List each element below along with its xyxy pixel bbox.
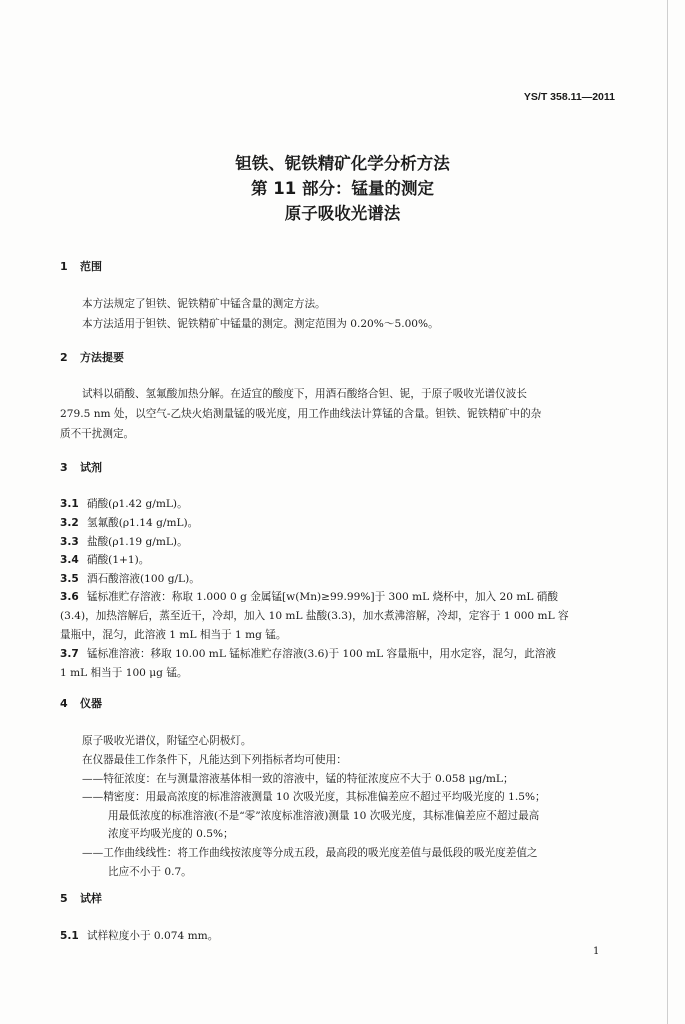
paragraph-line: ——特征浓度：在与测量溶液基体相一致的溶液中，锰的特征浓度应不大于 0.058 μg/mL； [82,773,514,785]
paragraph-line: 在仪器最佳工作条件下，凡能达到下列指标者均可使用： [82,754,347,766]
list-item [60,496,188,511]
section-number: 1 [60,260,68,273]
paragraph-line: 试料以硝酸、氢氟酸加热分解。在适宜的酸度下，用酒石酸络合钽、铌，于原子吸收光谱仪波长 [82,388,527,400]
section-title: 试样 [80,892,102,905]
item-number: 5.1 [60,930,79,942]
section-number: 5 [60,892,68,905]
item-number: 3.7 [60,648,79,660]
section-number: 3 [60,461,68,474]
paragraph: 本方法规定了钽铁、铌铁精矿中锰含量的测定方法。 [82,298,326,310]
standard-code: YS/T 358.11—2011 [523,91,615,103]
paragraph-line: 原子吸收光谱仪，附锰空心阴极灯。 [82,735,252,747]
title-line-2: 第 11 部分：锰量的测定 [251,179,434,198]
list-item-continuation: 1 mL 相当于 100 μg 锰。 [60,667,188,679]
item-text: 酒石酸溶液(100 g/L)。 [87,573,200,585]
page-number: 1 [593,946,600,957]
paragraph-line: ——精密度：用最高浓度的标准溶液测量 10 次吸光度，其标准偏差应不超过平均吸光度的 1.5%； [82,791,546,803]
paragraph-line: ——工作曲线线性：将工作曲线按浓度等分成五段，最高段的吸光度差值与最低段的吸光度差值之 [82,847,538,859]
list-item [60,571,200,586]
item-number: 3.3 [60,536,79,548]
section-4-heading [60,695,102,711]
item-text: 锰标准贮存溶液：称取 1.000 0 g 金属锰[w(Mn)≥99.99%]于 300 mL 烧杯中，加入 20 mL 硝酸 [87,591,558,603]
list-item [60,589,558,604]
list-item [60,928,218,943]
section-1-heading [60,258,102,274]
section-number: 2 [60,351,68,364]
list-item [60,515,198,530]
paragraph-line: 用最低浓度的标准溶液(不是“零”浓度标准溶液)测量 10 次吸光度，其标准偏差应不超过最高 [108,810,540,822]
paragraph-line: 279.5 nm 处，以空气-乙炔火焰测量锰的吸光度，用工作曲线法计算锰的含量。钽铁、铌铁精矿中的杂 [60,408,542,420]
item-number: 3.2 [60,517,79,529]
list-item-continuation: (3.4)，加热溶解后，蒸至近干，冷却，加入 10 mL 盐酸(3.3)，加水煮沸溶解，冷却，定容于 1 000 mL 容 [60,610,569,622]
list-item [60,534,188,549]
paragraph-line: 浓度平均吸光度的 0.5%； [108,828,234,840]
section-title: 范围 [80,260,102,273]
section-title: 仪器 [80,697,102,710]
paragraph-line: 质不干扰测定。 [60,428,135,440]
item-text: 试样粒度小于 0.074 mm。 [87,930,219,942]
paragraph: 本方法适用于钽铁、铌铁精矿中锰量的测定。测定范围为 0.20%～5.00%。 [82,318,439,330]
title-line-3: 原子吸收光谱法 [284,204,401,223]
item-text: 硝酸(1+1)。 [87,554,150,566]
item-text: 氢氟酸(ρ1.14 g/mL)。 [87,517,199,529]
item-number: 3.5 [60,573,79,585]
list-item [60,646,556,661]
section-3-heading [60,459,102,475]
title-line-1: 钽铁、铌铁精矿化学分析方法 [235,154,450,173]
item-number: 3.4 [60,554,79,566]
section-number: 4 [60,697,68,710]
item-number: 3.6 [60,591,79,603]
section-2-heading [60,349,124,365]
section-title: 方法提要 [80,351,124,364]
list-item-continuation: 量瓶中，混匀，此溶液 1 mL 相当于 1 mg 锰。 [60,629,287,641]
section-title: 试剂 [80,461,102,474]
item-text: 盐酸(ρ1.19 g/mL)。 [87,536,188,548]
section-5-heading [60,890,102,906]
paragraph-line: 比应不小于 0.7。 [108,866,192,878]
list-item [60,552,149,567]
item-text: 锰标准溶液：移取 10.00 mL 锰标准贮存溶液(3.6)于 100 mL 容量瓶中，用水定容，混匀，此溶液 [87,648,557,660]
item-text: 硝酸(ρ1.42 g/mL)。 [87,498,188,510]
item-number: 3.1 [60,498,79,510]
